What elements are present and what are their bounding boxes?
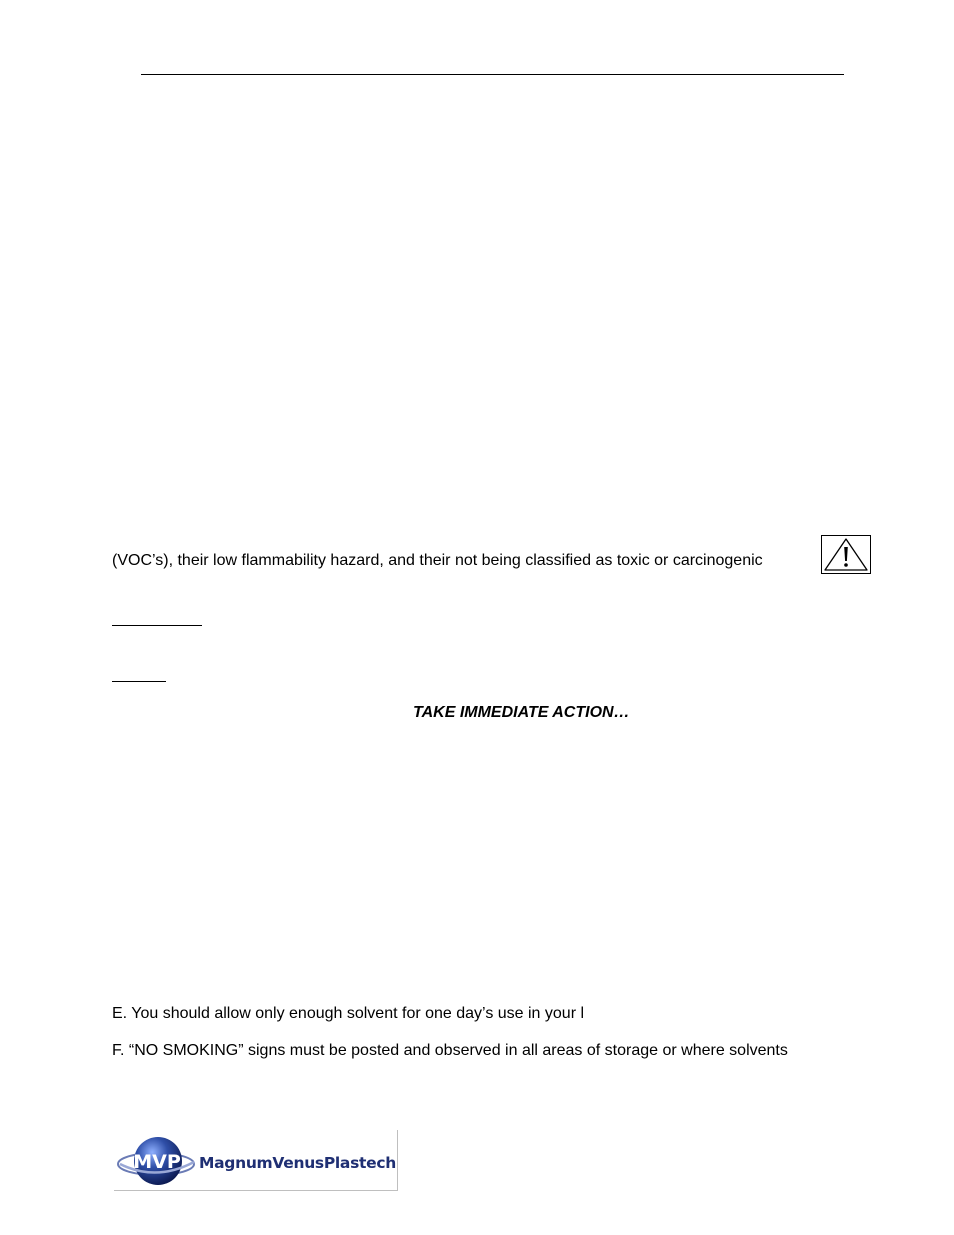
svg-text:MVP: MVP	[133, 1151, 181, 1173]
mvp-globe-logo	[116, 1134, 198, 1188]
warning-triangle-icon	[822, 536, 870, 573]
warning-sign	[821, 535, 871, 574]
underline-mark-2	[112, 681, 166, 682]
list-item-e: E. You should allow only enough solvent for one day’s use in your l	[112, 1005, 585, 1022]
take-action-heading: TAKE IMMEDIATE ACTION…	[413, 704, 630, 721]
voc-text-line: (VOC’s), their low flammability hazard, and their not being classified as toxic or carcinogenic	[112, 552, 763, 569]
list-item-f: F. “NO SMOKING” signs must be posted and observed in all areas of storage or where solvents	[112, 1042, 788, 1059]
underline-mark-1	[112, 625, 202, 626]
company-logo	[114, 1130, 398, 1191]
header-rule	[141, 74, 844, 75]
logo-wordmark: MagnumVenusPlastech	[199, 1154, 396, 1172]
